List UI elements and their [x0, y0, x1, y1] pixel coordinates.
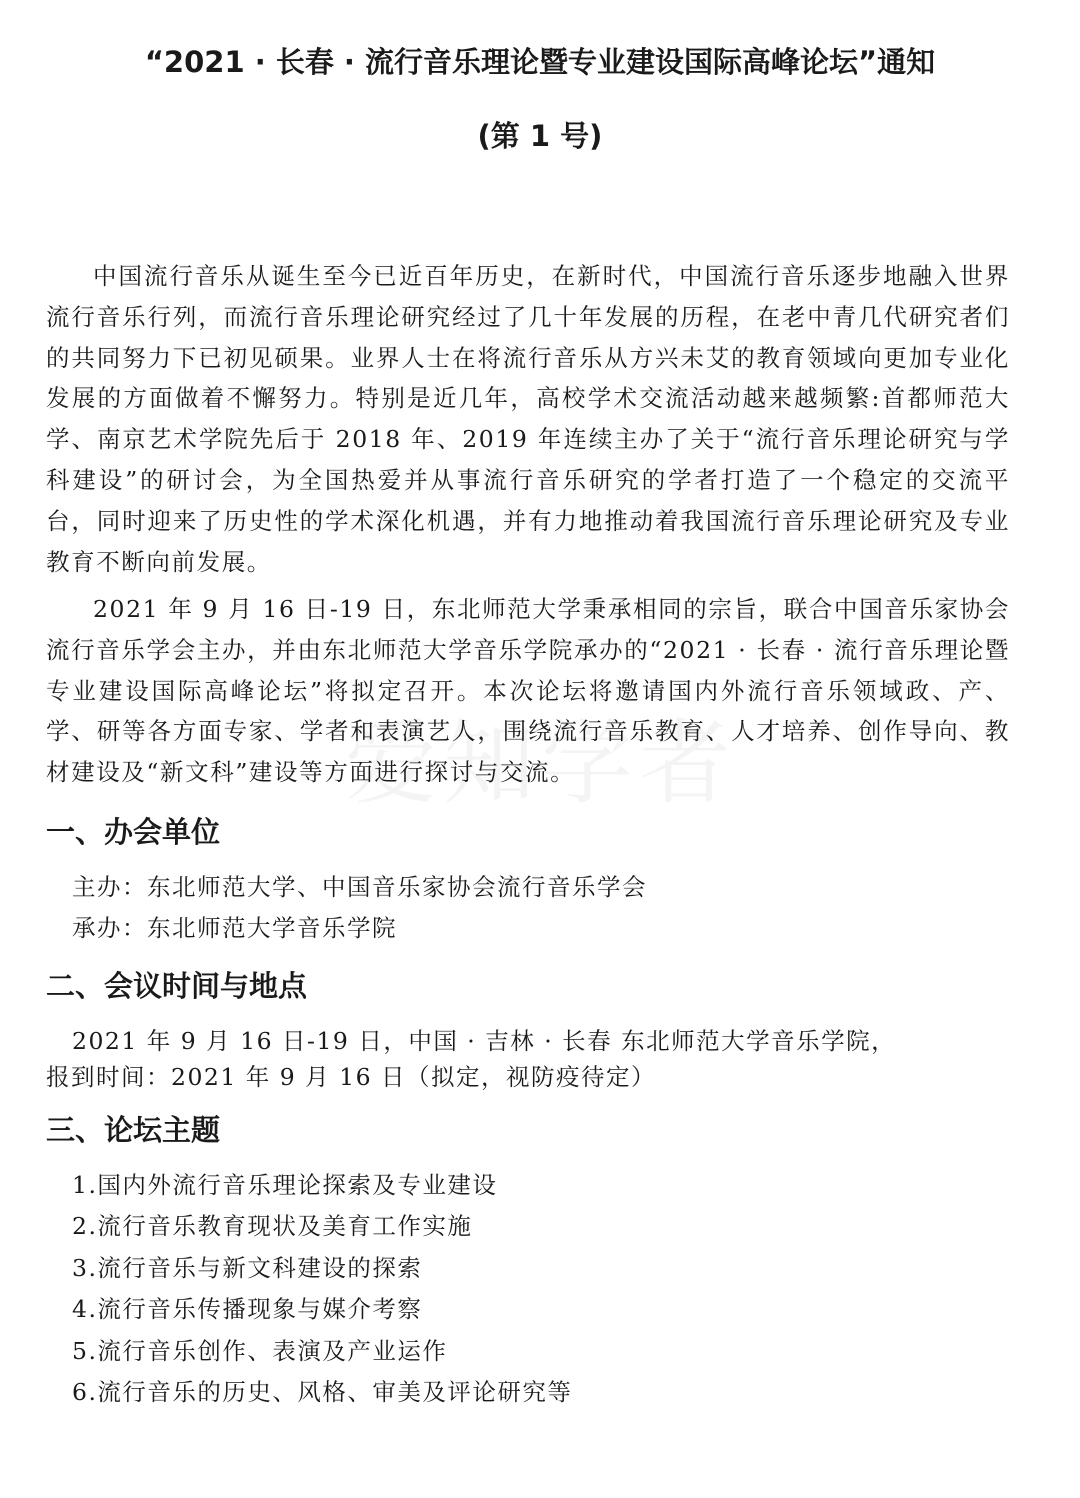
registration-time: 报到时间：2021 年 9 月 16 日（拟定，视防疫待定） — [46, 1063, 657, 1091]
document-title: “2021 · 长春 · 流行音乐理论暨专业建设国际高峰论坛”通知 — [144, 45, 936, 79]
section-heading-time-place: 二、会议时间与地点 — [46, 969, 308, 1003]
theme-item: 1.国内外流行音乐理论探索及专业建设 — [72, 1171, 498, 1199]
theme-item: 3.流行音乐与新文科建设的探索 — [72, 1254, 423, 1282]
theme-item: 5.流行音乐创作、表演及产业运作 — [72, 1337, 448, 1365]
theme-item: 4.流行音乐传播现象与媒介考察 — [72, 1295, 423, 1323]
meeting-time-place: 2021 年 9 月 16 日-19 日，中国 · 吉林 · 长春 东北师范大学音乐学院， — [72, 1027, 897, 1055]
intro-paragraph: 中国流行音乐从诞生至今已近百年历史，在新时代，中国流行音乐逐步地融入世界流行音乐行列，而流行音乐理论研究经过了几十年发展的历程，在老中青几代研究者们的共同努力下已初见硕果。业界人士在将流行音乐从方兴未艾的教育领域向更加专业化发展的方面做着不懈努力。特别是近几年，高校学术交流活动越来越频繁:首都师范大学、南京艺术学院先后于 2018 年、2019 年连续主办了关于“流行音乐理论研究与学科建设”的研讨会，为全国热爱并从事流行音乐研究的学者打造了一个稳定的交流平台，同时迎来了历史性的学术深化机遇，并有力地推动着我国流行音乐理论研究及专业教育不断向前发展。 — [46, 262, 1010, 576]
theme-item: 6.流行音乐的历史、风格、审美及评论研究等 — [72, 1378, 573, 1406]
section-heading-themes: 三、论坛主题 — [46, 1113, 221, 1147]
organizer-host: 主办：东北师范大学、中国音乐家协会流行音乐学会 — [72, 873, 647, 901]
organizer-undertaker: 承办：东北师范大学音乐学院 — [72, 914, 397, 942]
section-heading-organizers: 一、办会单位 — [46, 815, 221, 849]
document-subtitle: (第 1 号) — [477, 119, 603, 153]
theme-item: 2.流行音乐教育现状及美育工作实施 — [72, 1212, 473, 1240]
forum-paragraph: 2021 年 9 月 16 日-19 日，东北师范大学秉承相同的宗旨，联合中国音乐家协会流行音乐学会主办，并由东北师范大学音乐学院承办的“2021 · 长春 · 流行音乐理论暨专业建设国际高峰论坛”将拟定召开。本次论坛将邀请国内外流行音乐领域政、产、学、研等各方面专家、学者和表演艺人，围绕流行音乐教育、人才培养、创作导向、教材建设及“新文科”建设等方面进行探讨与交流。 — [46, 595, 1010, 787]
